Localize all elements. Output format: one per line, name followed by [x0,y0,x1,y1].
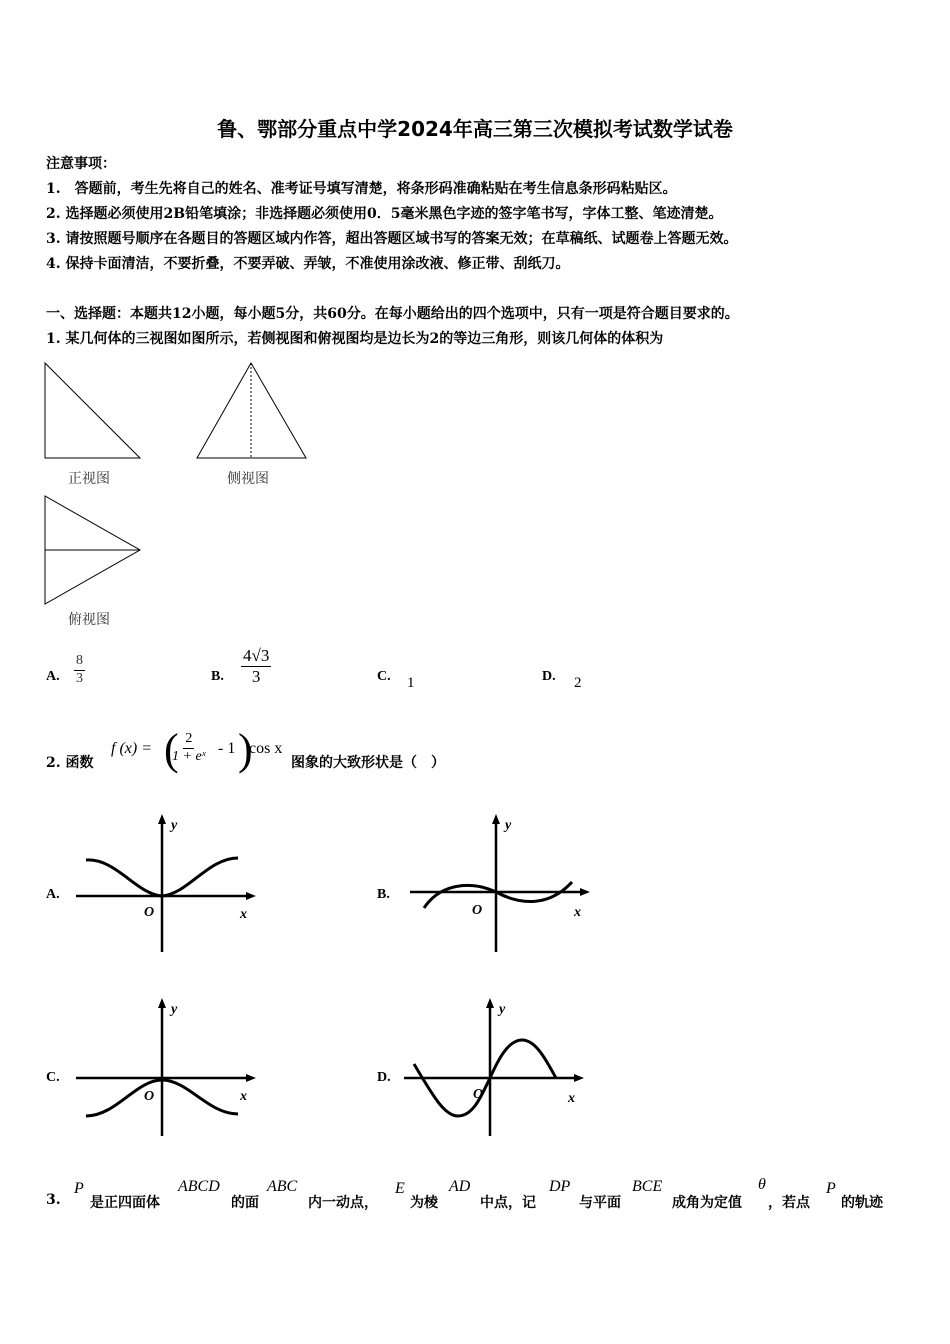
axis-x-label: x [568,1091,575,1106]
q1-option-d-value: 2 [574,675,582,691]
side-view-figure [196,362,308,462]
q3-var-dp: DP [549,1178,571,1195]
top-view-caption: 俯视图 [68,612,110,628]
q2-option-a-label: A. [46,887,60,902]
q2-right-paren: ) [238,725,253,774]
notice-item-1: 1. 答题前，考生先将自己的姓名、准考证号填写清楚，将条形码准确粘贴在考生信息条形码粘贴区。 [46,181,677,197]
q2-cos: cos x [249,740,283,757]
axis-origin-label: O [144,1089,155,1104]
q3-var-p: P [74,1180,84,1197]
q3-text-6: 与平面 [579,1195,621,1211]
axis-origin-label: O [144,905,155,920]
front-view-caption: 正视图 [68,471,110,487]
axis-origin-label: O [473,1087,484,1102]
q3-var-ad: AD [449,1178,471,1195]
axis-y-label: y [499,1002,506,1017]
q2-fraction [170,731,208,766]
axis-origin-label: O [472,903,483,918]
q1-option-b-numerator: 4√3 [241,646,271,667]
notice-heading: 注意事项： [46,156,116,172]
q2-function-name: f (x) = [111,740,152,757]
q2-option-d-label: D. [377,1070,391,1085]
q1-option-a-value [74,653,85,688]
q1-option-a-denominator: 3 [76,670,83,686]
q2-graph-b [410,814,590,954]
q1-option-c-label: C. [377,669,391,684]
side-view-caption: 侧视图 [227,471,269,487]
axis-y-label: y [171,1002,178,1017]
q3-text-7: 成角为定值 [672,1195,742,1211]
q3-text-3: 内一动点， [308,1195,378,1211]
notice-item-3: 3. 请按照题号顺序在各题目的答题区域内作答，超出答题区域书写的答案无效；在草稿纸、试题卷上答题无效。 [46,231,738,247]
q3-var-e: E [395,1180,405,1197]
axis-x-label: x [240,1089,247,1104]
q3-text-2: 的面 [231,1195,259,1211]
q1-option-a-numerator: 8 [74,653,85,671]
axis-x-label: x [240,907,247,922]
question-2-prefix: 2. 函数 [46,755,94,771]
axis-y-label: y [171,818,178,833]
q3-text-5: 中点，记 [480,1195,536,1211]
q3-text-8: ，若点 [768,1195,810,1211]
top-view-figure [44,495,144,607]
q2-fraction-denominator: 1 + eˣ [172,748,206,764]
q1-option-a-label: A. [46,669,60,684]
page-title: 鲁、鄂部分重点中学2024年高三第三次模拟考试数学试卷 [217,117,733,141]
q3-var-abcd: ABCD [178,1178,220,1195]
q2-option-b-label: B. [377,887,390,902]
q3-text-9: 的轨迹 [841,1195,883,1211]
front-view-figure [44,362,144,462]
axis-x-label: x [574,905,581,920]
notice-item-4: 4. 保持卡面清洁，不要折叠，不要弄破、弄皱，不准使用涂改液、修正带、刮纸刀。 [46,256,570,272]
q2-option-c-label: C. [46,1070,60,1085]
q3-text-1: 是正四面体 [90,1195,160,1211]
question-2-suffix: 图象的大致形状是（ ） [291,755,445,771]
notice-item-2: 2. 选择题必须使用2B铅笔填涂；非选择题必须使用0．5毫米黑色字迹的签字笔书写，字体工整、笔迹清楚。 [46,206,723,222]
q2-graph-d [404,998,584,1138]
section-heading: 一、选择题：本题共12小题，每小题5分，共60分。在每小题给出的四个选项中，只有一项是符合题目要求的。 [46,306,739,322]
q1-option-b-denominator: 3 [251,667,261,687]
q3-text-4: 为棱 [410,1195,438,1211]
q2-graph-a [76,814,256,954]
q1-option-b-value [241,646,271,688]
q2-minus-one: - 1 [218,740,236,757]
q2-graph-c [76,998,256,1138]
q2-fraction-numerator: 2 [183,731,194,749]
axis-y-label: y [505,818,512,833]
question-3-number: 3. [46,1192,61,1208]
q1-option-c-value: 1 [407,675,415,691]
q3-var-p2: P [826,1180,836,1197]
q3-var-abc: ABC [267,1178,298,1195]
q1-option-b-label: B. [211,669,224,684]
question-1-stem: 1. 某几何体的三视图如图所示，若侧视图和俯视图均是边长为2的等边三角形，则该几何体的体积为 [46,331,664,347]
q1-option-d-label: D. [542,669,556,684]
q2-left-paren: ( [164,725,179,774]
q3-var-theta: θ [758,1176,766,1193]
q3-var-bce: BCE [632,1178,663,1195]
